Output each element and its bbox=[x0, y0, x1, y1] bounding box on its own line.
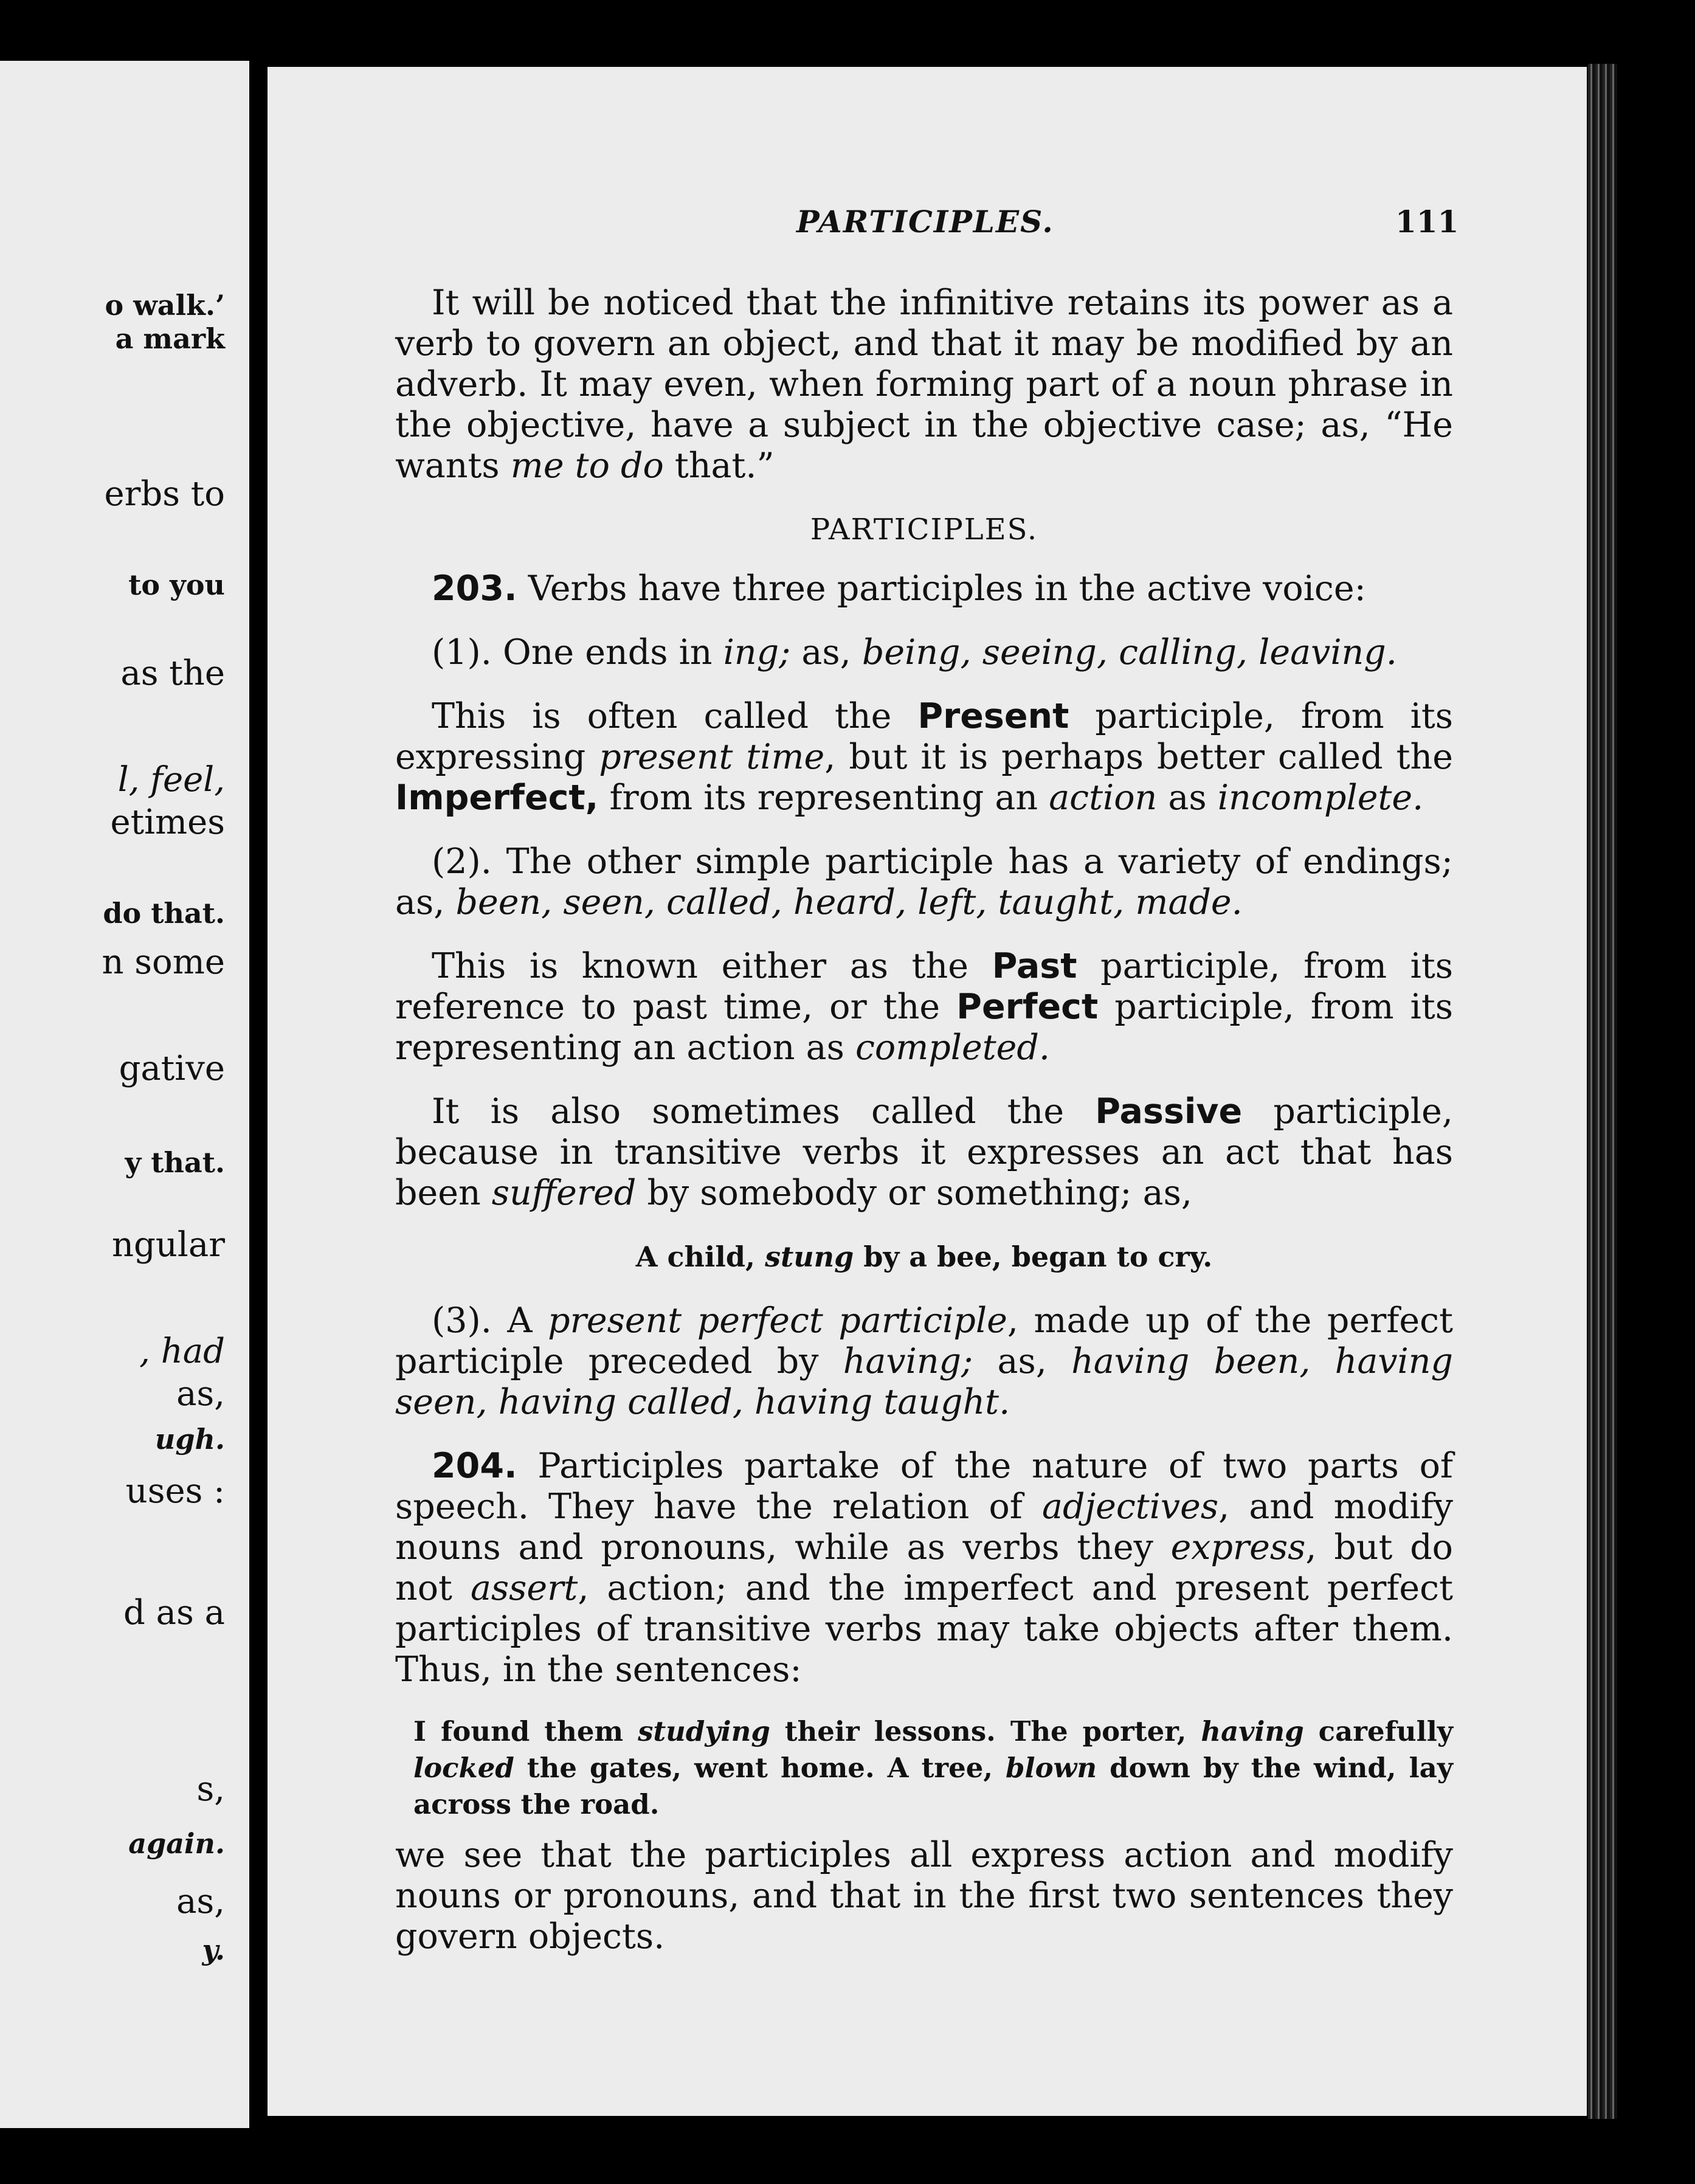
text-run: , and modify nouns and pronouns, while as verbs they bbox=[395, 1487, 1453, 1567]
term-imperfect: Imperfect, bbox=[395, 778, 599, 818]
italic-run: assert bbox=[470, 1568, 578, 1608]
term-perfect: Perfect bbox=[956, 987, 1099, 1027]
text-run: the gates, went home. A tree, bbox=[514, 1752, 1006, 1784]
italic-run: present time bbox=[599, 737, 825, 777]
closing-paragraph: we see that the participles all express action and modify nouns or pronouns, and that in the first two sentences they govern objects. bbox=[395, 1835, 1453, 1957]
text-run: as, bbox=[790, 632, 862, 672]
italic-run: having; bbox=[843, 1341, 973, 1381]
right-page bbox=[268, 67, 1587, 2116]
text-run: participle, from its reference to past time, or the bbox=[395, 946, 1453, 1027]
example-block bbox=[395, 1713, 1453, 1823]
italic-run: incomplete. bbox=[1217, 778, 1424, 818]
left-page-fragment bbox=[0, 61, 249, 2128]
left-fragment: to you bbox=[128, 568, 225, 601]
italic-run: locked bbox=[413, 1752, 514, 1784]
text-run: A bbox=[491, 1301, 548, 1341]
paragraph-passive bbox=[395, 1091, 1453, 1214]
left-fragment: erbs to bbox=[104, 474, 225, 514]
item-2 bbox=[395, 841, 1453, 923]
left-fragment: ngular bbox=[111, 1225, 225, 1265]
section-number: 204. bbox=[432, 1446, 517, 1486]
page-edge-stack bbox=[1588, 64, 1617, 2119]
item-1 bbox=[395, 632, 1453, 673]
text-run: , made up of the perfect participle preceded by bbox=[395, 1301, 1453, 1381]
paragraph-past bbox=[395, 946, 1453, 1068]
left-fragment: as the bbox=[120, 654, 225, 693]
item-3 bbox=[395, 1301, 1453, 1423]
left-fragment: again. bbox=[128, 1827, 225, 1860]
text-run: as, bbox=[973, 1341, 1072, 1381]
left-fragment: n some bbox=[102, 942, 225, 982]
left-fragment: as, bbox=[176, 1882, 225, 1921]
item-label: (3). bbox=[432, 1301, 492, 1341]
left-fragment: do that. bbox=[103, 897, 225, 930]
text-run: by somebody or something; as, bbox=[636, 1173, 1192, 1213]
italic-run: studying bbox=[638, 1715, 770, 1747]
body-text bbox=[395, 283, 1453, 1980]
italic-run: blown bbox=[1006, 1752, 1097, 1784]
left-fragment: gative bbox=[119, 1049, 225, 1088]
text-run: , action; and the imperfect and present perfect participles of transitive verbs may take objects after them. Thus, in the sentences: bbox=[395, 1568, 1453, 1690]
running-head: PARTICIPLES. bbox=[796, 204, 1054, 240]
text-run: A child, bbox=[635, 1240, 765, 1273]
italic-run: ing; bbox=[723, 632, 791, 672]
left-fragment: s, bbox=[196, 1769, 225, 1809]
section-number: 203. bbox=[432, 568, 517, 609]
text-run: , but it is perhaps better called the bbox=[824, 737, 1453, 777]
text-run: The other simple participle has a variety of endings; as, bbox=[395, 841, 1453, 922]
text-run: carefully bbox=[1303, 1715, 1453, 1747]
text-run: Verbs have three participles in the active voice: bbox=[517, 568, 1366, 609]
term-past: Past bbox=[992, 946, 1077, 986]
left-fragment: y. bbox=[202, 1933, 225, 1966]
left-fragment: , had bbox=[139, 1332, 225, 1371]
left-fragment: a mark bbox=[115, 322, 225, 355]
text-run: This is often called the bbox=[432, 696, 918, 736]
text-run: Participles partake of the nature of two parts of speech. They have the relation of bbox=[395, 1446, 1453, 1527]
paragraph-infinitive bbox=[395, 283, 1453, 486]
text-run: that.” bbox=[663, 446, 775, 486]
italic-run: been, seen, called, heard, left, taught, made. bbox=[455, 882, 1243, 922]
italic-run: having been, having seen, having called, having taught. bbox=[395, 1341, 1453, 1422]
page-number: 111 bbox=[1395, 204, 1459, 240]
left-fragment: l, feel, bbox=[117, 760, 225, 800]
left-fragment: uses : bbox=[125, 1471, 225, 1511]
text-run: from its representing an bbox=[598, 778, 1049, 818]
text-run: their lessons. The porter, bbox=[770, 1715, 1201, 1747]
section-203 bbox=[395, 568, 1453, 609]
page-header bbox=[268, 204, 1587, 246]
italic-run: present perfect participle bbox=[548, 1301, 1007, 1341]
text-run: down by the wind, lay across the road. bbox=[413, 1752, 1453, 1820]
term-present: Present bbox=[917, 696, 1069, 736]
text-run: by a bee, began to cry. bbox=[854, 1240, 1213, 1273]
section-title: PARTICIPLES. bbox=[810, 513, 1038, 547]
example-sentence bbox=[395, 1237, 1453, 1277]
text-run: I found them bbox=[413, 1715, 638, 1747]
italic-run: completed. bbox=[855, 1028, 1050, 1068]
section-204 bbox=[395, 1446, 1453, 1690]
italic-run: adjectives bbox=[1041, 1487, 1219, 1527]
text-run: , but do not bbox=[395, 1527, 1453, 1608]
term-passive: Passive bbox=[1095, 1091, 1243, 1132]
italic-run: being, seeing, calling, leaving. bbox=[861, 632, 1397, 672]
left-fragment: etimes bbox=[110, 803, 225, 842]
text-run: participle, from its expressing bbox=[395, 696, 1454, 777]
left-fragment: o walk.’ bbox=[105, 289, 225, 322]
italic-run: having bbox=[1201, 1715, 1304, 1747]
text-run: as bbox=[1157, 778, 1218, 818]
text-run: participle, because in transitive verbs it expresses an act that has been bbox=[395, 1091, 1453, 1213]
left-fragment: d as a bbox=[123, 1593, 225, 1633]
left-fragment: y that. bbox=[125, 1146, 225, 1179]
left-fragment: as, bbox=[176, 1374, 225, 1414]
text-run: It will be noticed that the infinitive retains its power as a verb to govern an object, and that it may be modified by an adverb. It may even, when forming part of a noun phrase in the objective, have a subject in the objective case; as, “He wants bbox=[395, 283, 1453, 486]
text-run: participle, from its representing an action as bbox=[395, 987, 1453, 1068]
item-label: (1). bbox=[432, 632, 492, 672]
paragraph-present bbox=[395, 696, 1453, 818]
italic-run: action bbox=[1049, 778, 1158, 818]
text-run: It is also sometimes called the bbox=[432, 1091, 1096, 1132]
italic-run: stung bbox=[765, 1240, 854, 1273]
text-run: One ends in bbox=[491, 632, 723, 672]
italic-run: suffered bbox=[491, 1173, 637, 1213]
left-fragment: ugh. bbox=[154, 1423, 225, 1456]
text-run: This is known either as the bbox=[432, 946, 992, 986]
italic-run: me to do bbox=[510, 446, 664, 486]
item-label: (2). bbox=[432, 841, 492, 882]
italic-run: express bbox=[1170, 1527, 1306, 1567]
